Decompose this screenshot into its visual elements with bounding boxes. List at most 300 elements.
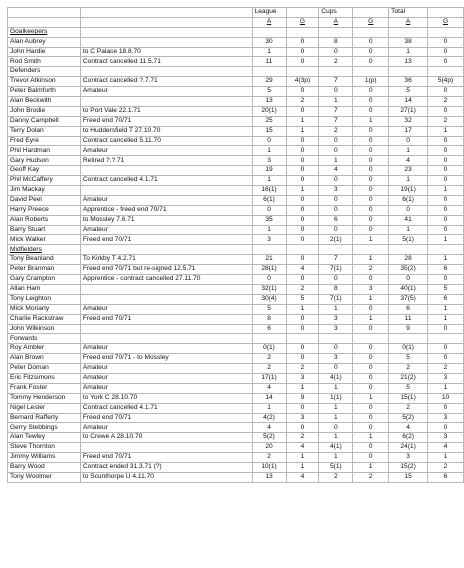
cups-apps-cell: 7(1) xyxy=(319,265,353,275)
section-title: Defenders xyxy=(8,67,81,77)
empty-cell xyxy=(389,67,428,77)
cups-goals-cell: 0 xyxy=(353,146,389,156)
empty-cell xyxy=(80,27,252,37)
player-row xyxy=(8,453,464,463)
section-header-row xyxy=(8,27,464,37)
cups-apps-cell: 0 xyxy=(319,344,353,354)
player-note: Freed end 70/71 xyxy=(80,453,252,463)
player-note: Retired ?.?.71 xyxy=(80,156,252,166)
header-blank-name xyxy=(8,17,81,27)
league-apps-cell: 1 xyxy=(252,146,286,156)
empty-cell xyxy=(353,245,389,255)
header-blank xyxy=(353,8,389,18)
section-header-row xyxy=(8,245,464,255)
section-title: Forwards xyxy=(8,334,81,344)
total-goals-cell: 0 xyxy=(428,324,464,334)
header-blank-note xyxy=(80,8,252,18)
player-name: Gary Crampton xyxy=(8,275,81,285)
player-note: Amateur xyxy=(80,225,252,235)
total-goals-cell: 0 xyxy=(428,215,464,225)
player-name: Charlie Rackstraw xyxy=(8,314,81,324)
total-goals-cell: 1 xyxy=(428,304,464,314)
league-goals-cell: 0 xyxy=(286,255,319,265)
player-row xyxy=(8,284,464,294)
total-goals-cell: 1 xyxy=(428,255,464,265)
cups-goals-cell: 0 xyxy=(353,413,389,423)
league-goals-cell: 0 xyxy=(286,354,319,364)
cups-goals-cell: 0 xyxy=(353,453,389,463)
player-row xyxy=(8,294,464,304)
header-blank-name xyxy=(8,8,81,18)
header-total-apps: A xyxy=(389,17,428,27)
player-name: Rod Smith xyxy=(8,57,81,67)
league-goals-cell: 0 xyxy=(286,225,319,235)
league-goals-cell: 0 xyxy=(286,344,319,354)
cups-goals-cell: 0 xyxy=(353,225,389,235)
player-name: Harry Preece xyxy=(8,205,81,215)
cups-apps-cell: 4 xyxy=(319,166,353,176)
player-note: to Scunthorpe U 4.11.70 xyxy=(80,472,252,482)
total-goals-cell: 6 xyxy=(428,294,464,304)
total-apps-cell: 0(1) xyxy=(389,344,428,354)
total-apps-cell: 37(5) xyxy=(389,294,428,304)
total-goals-cell: 0 xyxy=(428,423,464,433)
cups-goals-cell: 0 xyxy=(353,37,389,47)
total-apps-cell: 9 xyxy=(389,324,428,334)
cups-apps-cell: 1 xyxy=(319,304,353,314)
cups-goals-cell: 0 xyxy=(353,443,389,453)
empty-cell xyxy=(252,27,286,37)
player-name: Geoff Kay xyxy=(8,166,81,176)
cups-goals-cell: 0 xyxy=(353,106,389,116)
empty-cell xyxy=(353,67,389,77)
total-apps-cell: 5 xyxy=(389,354,428,364)
league-goals-cell: 4 xyxy=(286,265,319,275)
player-row xyxy=(8,344,464,354)
league-goals-cell: 1 xyxy=(286,462,319,472)
league-goals-cell: 5 xyxy=(286,294,319,304)
player-note: Amateur xyxy=(80,344,252,354)
total-apps-cell: 28 xyxy=(389,255,428,265)
player-name: Alan Brown xyxy=(8,354,81,364)
league-apps-cell: 0 xyxy=(252,205,286,215)
empty-cell xyxy=(252,334,286,344)
total-goals-cell: 0 xyxy=(428,37,464,47)
player-note: Contract cancelled ?.7.71 xyxy=(80,77,252,87)
league-apps-cell: 21 xyxy=(252,255,286,265)
player-row xyxy=(8,324,464,334)
total-goals-cell: 0 xyxy=(428,344,464,354)
header-row-columns xyxy=(8,17,464,27)
player-name: Tony Leighton xyxy=(8,294,81,304)
section-header-row xyxy=(8,67,464,77)
league-goals-cell: 2 xyxy=(286,284,319,294)
player-row xyxy=(8,413,464,423)
league-apps-cell: 2 xyxy=(252,364,286,374)
player-name: Roy Ambler xyxy=(8,344,81,354)
player-name: Danny Campbell xyxy=(8,116,81,126)
league-goals-cell: 0 xyxy=(286,235,319,245)
total-goals-cell: 0 xyxy=(428,166,464,176)
player-row xyxy=(8,186,464,196)
league-apps-cell: 13 xyxy=(252,472,286,482)
league-apps-cell: 1 xyxy=(252,403,286,413)
header-cups-goals: G xyxy=(353,17,389,27)
cups-apps-cell: 3 xyxy=(319,324,353,334)
cups-goals-cell: 0 xyxy=(353,176,389,186)
cups-goals-cell: 0 xyxy=(353,403,389,413)
league-goals-cell: 0 xyxy=(286,275,319,285)
player-name: Tommy Henderson xyxy=(8,393,81,403)
cups-apps-cell: 0 xyxy=(319,136,353,146)
player-row xyxy=(8,472,464,482)
header-league: League xyxy=(252,8,286,18)
total-apps-cell: 4 xyxy=(389,156,428,166)
section-title: Goalkeepers xyxy=(8,27,81,37)
player-row xyxy=(8,176,464,186)
cups-apps-cell: 8 xyxy=(319,284,353,294)
total-apps-cell: 23 xyxy=(389,166,428,176)
total-goals-cell: 0 xyxy=(428,146,464,156)
cups-apps-cell: 0 xyxy=(319,195,353,205)
cups-apps-cell: 0 xyxy=(319,364,353,374)
player-note: Amateur xyxy=(80,364,252,374)
player-row xyxy=(8,225,464,235)
league-apps-cell: 30(4) xyxy=(252,294,286,304)
empty-cell xyxy=(80,245,252,255)
league-apps-cell: 29 xyxy=(252,77,286,87)
player-row xyxy=(8,443,464,453)
header-league-apps: A xyxy=(252,17,286,27)
league-goals-cell: 0 xyxy=(286,87,319,97)
empty-cell xyxy=(319,245,353,255)
player-name: Nigel Lester xyxy=(8,403,81,413)
player-name: Alan Aubrey xyxy=(8,37,81,47)
league-goals-cell: 0 xyxy=(286,156,319,166)
cups-apps-cell: 7(1) xyxy=(319,294,353,304)
player-note xyxy=(80,324,252,334)
cups-goals-cell: 1 xyxy=(353,433,389,443)
cups-goals-cell: 0 xyxy=(353,275,389,285)
league-goals-cell: 4(3p) xyxy=(286,77,319,87)
total-apps-cell: 14 xyxy=(389,97,428,107)
player-name: Phil Hardman xyxy=(8,146,81,156)
total-apps-cell: 19(1) xyxy=(389,186,428,196)
header-cups: Cups xyxy=(319,8,353,18)
header-cups-apps: A xyxy=(319,17,353,27)
empty-cell xyxy=(353,27,389,37)
player-note: Amateur xyxy=(80,304,252,314)
empty-cell xyxy=(252,67,286,77)
league-goals-cell: 0 xyxy=(286,215,319,225)
league-apps-cell: 4 xyxy=(252,383,286,393)
cups-goals-cell: 0 xyxy=(353,344,389,354)
total-goals-cell: 0 xyxy=(428,354,464,364)
player-row xyxy=(8,77,464,87)
player-note xyxy=(80,284,252,294)
player-note: Contract cancelled 11.5.71 xyxy=(80,57,252,67)
cups-goals-cell: 0 xyxy=(353,186,389,196)
player-note: to Port Vale 22.1.71 xyxy=(80,106,252,116)
player-name: Alan Beckwith xyxy=(8,97,81,107)
player-row xyxy=(8,166,464,176)
total-apps-cell: 5 xyxy=(389,87,428,97)
player-note: to Crewe A 28.10.70 xyxy=(80,433,252,443)
player-name: Barry Stuart xyxy=(8,225,81,235)
total-apps-cell: 11 xyxy=(389,314,428,324)
league-goals-cell: 1 xyxy=(286,383,319,393)
empty-cell xyxy=(428,67,464,77)
cups-goals-cell: 1 xyxy=(353,462,389,472)
empty-cell xyxy=(286,67,319,77)
player-row xyxy=(8,373,464,383)
player-note xyxy=(80,37,252,47)
total-apps-cell: 32 xyxy=(389,116,428,126)
player-row xyxy=(8,364,464,374)
empty-cell xyxy=(80,67,252,77)
cups-apps-cell: 5(1) xyxy=(319,462,353,472)
player-name: John Hardie xyxy=(8,47,81,57)
player-note: Apprentice - contract cancelled 27.11.70 xyxy=(80,275,252,285)
total-apps-cell: 6(2) xyxy=(389,433,428,443)
league-apps-cell: 28(1) xyxy=(252,265,286,275)
cups-apps-cell: 0 xyxy=(319,146,353,156)
header-row-groups xyxy=(8,8,464,18)
empty-cell xyxy=(80,334,252,344)
player-note xyxy=(80,97,252,107)
cups-apps-cell: 0 xyxy=(319,423,353,433)
league-goals-cell: 1 xyxy=(286,453,319,463)
total-apps-cell: 6 xyxy=(389,304,428,314)
cups-goals-cell: 1 xyxy=(353,393,389,403)
total-goals-cell: 1 xyxy=(428,126,464,136)
player-name: Eric Fitzsimons xyxy=(8,373,81,383)
cups-goals-cell: 0 xyxy=(353,324,389,334)
league-goals-cell: 0 xyxy=(286,166,319,176)
cups-apps-cell: 8 xyxy=(319,37,353,47)
total-goals-cell: 3 xyxy=(428,413,464,423)
cups-goals-cell: 0 xyxy=(353,156,389,166)
player-row xyxy=(8,37,464,47)
player-name: Jimmy Williams xyxy=(8,453,81,463)
league-apps-cell: 0(1) xyxy=(252,344,286,354)
total-apps-cell: 38 xyxy=(389,37,428,47)
cups-apps-cell: 1 xyxy=(319,403,353,413)
league-goals-cell: 0 xyxy=(286,205,319,215)
league-goals-cell: 0 xyxy=(286,47,319,57)
player-row xyxy=(8,403,464,413)
cups-apps-cell: 0 xyxy=(319,87,353,97)
league-goals-cell: 0 xyxy=(286,136,319,146)
cups-apps-cell: 7 xyxy=(319,116,353,126)
total-goals-cell: 5 xyxy=(428,284,464,294)
total-apps-cell: 1 xyxy=(389,146,428,156)
total-goals-cell: 0 xyxy=(428,176,464,186)
player-note: Amateur xyxy=(80,423,252,433)
player-row xyxy=(8,354,464,364)
cups-goals-cell: 0 xyxy=(353,364,389,374)
total-apps-cell: 0 xyxy=(389,136,428,146)
league-apps-cell: 4(2) xyxy=(252,413,286,423)
cups-goals-cell: 0 xyxy=(353,126,389,136)
empty-cell xyxy=(389,334,428,344)
league-apps-cell: 20(1) xyxy=(252,106,286,116)
total-apps-cell: 0 xyxy=(389,205,428,215)
empty-cell xyxy=(252,245,286,255)
league-goals-cell: 0 xyxy=(286,176,319,186)
league-apps-cell: 15 xyxy=(252,126,286,136)
total-goals-cell: 1 xyxy=(428,186,464,196)
player-note: Freed end 70/71 xyxy=(80,413,252,423)
league-apps-cell: 5(2) xyxy=(252,433,286,443)
player-row xyxy=(8,87,464,97)
league-apps-cell: 0 xyxy=(252,136,286,146)
league-apps-cell: 3 xyxy=(252,156,286,166)
player-name: Gary Hudson xyxy=(8,156,81,166)
empty-cell xyxy=(319,27,353,37)
cups-goals-cell: 3 xyxy=(353,284,389,294)
cups-apps-cell: 2 xyxy=(319,57,353,67)
cups-apps-cell: 0 xyxy=(319,225,353,235)
total-goals-cell: 1 xyxy=(428,235,464,245)
league-goals-cell: 0 xyxy=(286,314,319,324)
cups-goals-cell: 1 xyxy=(353,314,389,324)
header-league-goals: G xyxy=(286,17,319,27)
cups-apps-cell: 2 xyxy=(319,126,353,136)
player-name: John Wilkinson xyxy=(8,324,81,334)
player-note: Freed end 70/71 - to Mossley xyxy=(80,354,252,364)
league-goals-cell: 0 xyxy=(286,423,319,433)
player-note: Amateur xyxy=(80,373,252,383)
cups-apps-cell: 1 xyxy=(319,383,353,393)
player-row xyxy=(8,57,464,67)
player-note: To Kirkby T 4.2.71 xyxy=(80,255,252,265)
cups-goals-cell: 2 xyxy=(353,472,389,482)
league-goals-cell: 3 xyxy=(286,413,319,423)
total-apps-cell: 2 xyxy=(389,364,428,374)
empty-cell xyxy=(319,334,353,344)
total-goals-cell: 0 xyxy=(428,136,464,146)
league-apps-cell: 6(1) xyxy=(252,195,286,205)
cups-apps-cell: 1 xyxy=(319,433,353,443)
cups-apps-cell: 3 xyxy=(319,186,353,196)
cups-goals-cell: 1 xyxy=(353,255,389,265)
cups-goals-cell: 0 xyxy=(353,373,389,383)
league-apps-cell: 10(1) xyxy=(252,462,286,472)
league-apps-cell: 6 xyxy=(252,324,286,334)
total-apps-cell: 36 xyxy=(389,77,428,87)
total-apps-cell: 40(1) xyxy=(389,284,428,294)
cups-goals-cell: 0 xyxy=(353,383,389,393)
league-goals-cell: 0 xyxy=(286,57,319,67)
total-goals-cell: 0 xyxy=(428,195,464,205)
cups-goals-cell: 0 xyxy=(353,215,389,225)
player-name: Frank Foster xyxy=(8,383,81,393)
league-apps-cell: 4 xyxy=(252,423,286,433)
player-row xyxy=(8,423,464,433)
cups-apps-cell: 1(1) xyxy=(319,393,353,403)
player-name: Bernard Rafferty xyxy=(8,413,81,423)
cups-goals-cell: 2 xyxy=(353,265,389,275)
header-blank-note xyxy=(80,17,252,27)
player-name: David Peel xyxy=(8,195,81,205)
league-goals-cell: 4 xyxy=(286,443,319,453)
total-apps-cell: 24(1) xyxy=(389,443,428,453)
cups-goals-cell: 0 xyxy=(353,423,389,433)
player-note: Contract cancelled 5.11.70 xyxy=(80,136,252,146)
total-apps-cell: 5(1) xyxy=(389,235,428,245)
total-apps-cell: 4 xyxy=(389,423,428,433)
league-apps-cell: 20 xyxy=(252,443,286,453)
league-apps-cell: 14 xyxy=(252,393,286,403)
league-goals-cell: 0 xyxy=(286,106,319,116)
cups-goals-cell: 1 xyxy=(353,294,389,304)
cups-apps-cell: 3 xyxy=(319,354,353,364)
player-name: John Brodie xyxy=(8,106,81,116)
cups-goals-cell: 1(p) xyxy=(353,77,389,87)
player-name: Terry Dolan xyxy=(8,126,81,136)
total-goals-cell: 0 xyxy=(428,205,464,215)
total-goals-cell: 6 xyxy=(428,472,464,482)
total-goals-cell: 1 xyxy=(428,383,464,393)
player-note: Amateur xyxy=(80,195,252,205)
cups-goals-cell: 0 xyxy=(353,97,389,107)
league-goals-cell: 3 xyxy=(286,373,319,383)
total-apps-cell: 1 xyxy=(389,47,428,57)
total-apps-cell: 5(2) xyxy=(389,413,428,423)
cups-apps-cell: 7 xyxy=(319,106,353,116)
league-goals-cell: 1 xyxy=(286,116,319,126)
player-row xyxy=(8,97,464,107)
total-goals-cell: 0 xyxy=(428,47,464,57)
player-row xyxy=(8,47,464,57)
league-goals-cell: 1 xyxy=(286,126,319,136)
player-note: Contract ended 31.3.71 (?) xyxy=(80,462,252,472)
league-apps-cell: 1 xyxy=(252,47,286,57)
total-goals-cell: 5(4p) xyxy=(428,77,464,87)
player-row xyxy=(8,205,464,215)
player-row xyxy=(8,255,464,265)
empty-cell xyxy=(286,245,319,255)
total-goals-cell: 2 xyxy=(428,97,464,107)
header-blank xyxy=(428,8,464,18)
total-apps-cell: 0 xyxy=(389,275,428,285)
total-goals-cell: 2 xyxy=(428,116,464,126)
player-note xyxy=(80,166,252,176)
player-row xyxy=(8,235,464,245)
player-row xyxy=(8,156,464,166)
league-apps-cell: 1 xyxy=(252,225,286,235)
total-apps-cell: 1 xyxy=(389,225,428,235)
league-goals-cell: 2 xyxy=(286,433,319,443)
player-note: Apprentice - freed end 70/71 xyxy=(80,205,252,215)
league-apps-cell: 2 xyxy=(252,453,286,463)
player-name: Phil McCaffery xyxy=(8,176,81,186)
player-row xyxy=(8,462,464,472)
empty-cell xyxy=(319,67,353,77)
player-name: Tony Woolmer xyxy=(8,472,81,482)
total-apps-cell: 41 xyxy=(389,215,428,225)
total-apps-cell: 15(1) xyxy=(389,393,428,403)
total-goals-cell: 3 xyxy=(428,373,464,383)
cups-goals-cell: 0 xyxy=(353,47,389,57)
player-name: Alan Roberts xyxy=(8,215,81,225)
empty-cell xyxy=(353,334,389,344)
total-apps-cell: 15(2) xyxy=(389,462,428,472)
player-row xyxy=(8,116,464,126)
empty-cell xyxy=(428,27,464,37)
player-note: Contract cancelled 4.1.71 xyxy=(80,176,252,186)
